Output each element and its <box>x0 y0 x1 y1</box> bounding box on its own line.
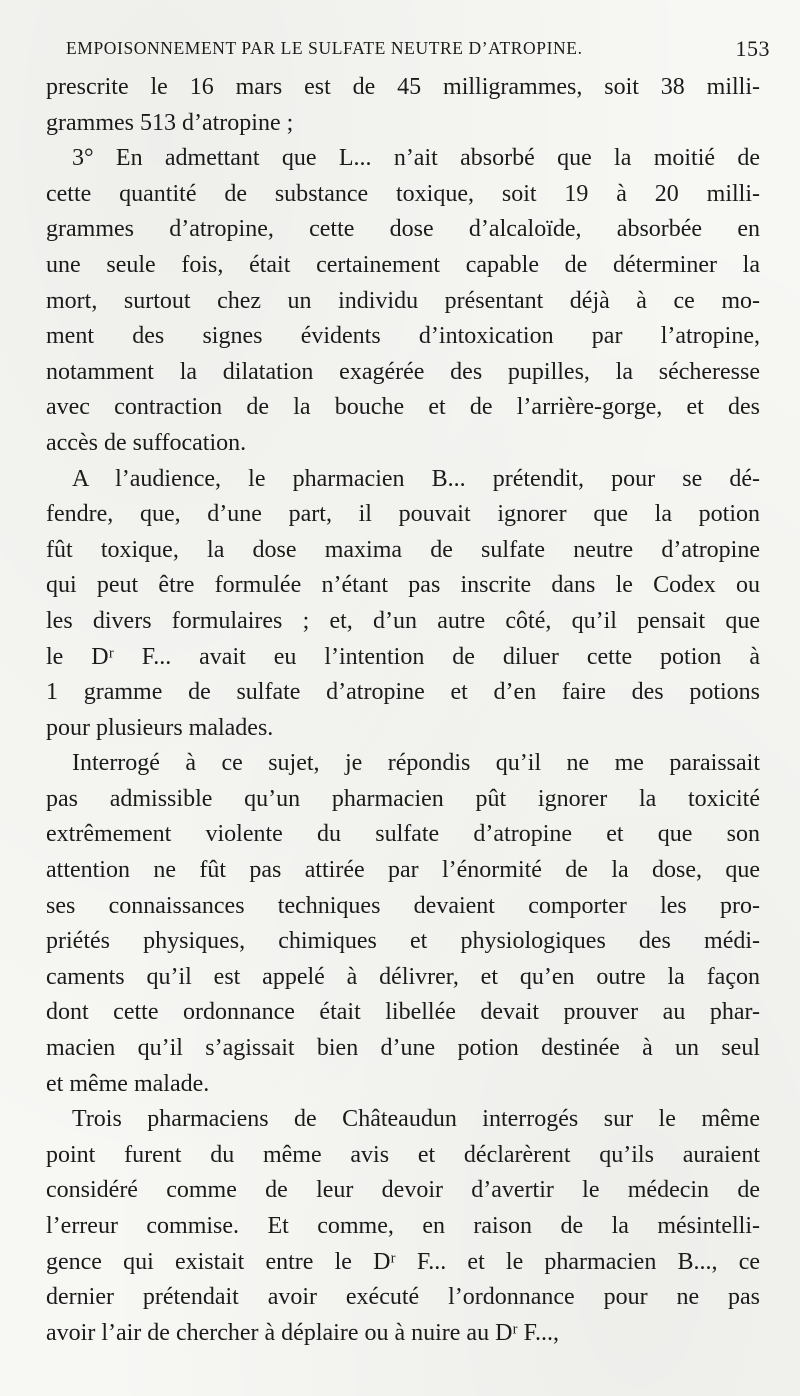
text-line: ment des signes évidents d’intoxication par l’atropine, <box>46 323 760 350</box>
text-line: Trois pharmaciens de Châteaudun interrogés sur le même <box>72 1106 760 1133</box>
text-line: avec contraction de la bouche et de l’arrière-gorge, et des <box>46 394 760 421</box>
text-line: caments qu’il est appelé à délivrer, et qu’en outre la façon <box>46 963 760 990</box>
text-line: le Dʳ F... avait eu l’intention de diluer cette potion à <box>46 643 760 670</box>
text-line: mort, surtout chez un individu présentant déjà à ce mo- <box>46 287 760 314</box>
page-number: 153 <box>735 36 770 61</box>
paragraph-p2 <box>46 141 760 461</box>
text-line: attention ne fût pas attirée par l’énormité de la dose, que <box>46 857 760 884</box>
paragraph-p3 <box>46 462 760 747</box>
paragraph-p1 <box>46 70 760 141</box>
text-line: 3° En admettant que L... n’ait absorbé que la moitié de <box>72 145 760 172</box>
text-line: priétés physiques, chimiques et physiologiques des médi- <box>46 928 760 955</box>
text-line: qui peut être formulée n’étant pas inscrite dans le Codex ou <box>46 572 760 599</box>
text-line: notamment la dilatation exagérée des pupilles, la sécheresse <box>46 358 760 385</box>
text-line: Interrogé à ce sujet, je répondis qu’il ne me paraissait <box>72 750 760 777</box>
text-line: considéré comme de leur devoir d’avertir le médecin de <box>46 1177 760 1204</box>
text-line: A l’audience, le pharmacien B... prétendit, pour se dé- <box>72 465 760 492</box>
text-line: l’erreur commise. Et comme, en raison de la mésintelli- <box>46 1213 760 1239</box>
text-line: ses connaissances techniques devaient comporter les pro- <box>46 892 760 919</box>
text-line: 1 gramme de sulfate d’atropine et d’en faire des potions <box>46 679 760 706</box>
text-line: gence qui existait entre le Dʳ F... et le pharmacien B..., ce <box>46 1248 760 1275</box>
text-line: les divers formulaires ; et, d’un autre côté, qu’il pensait que <box>46 607 760 634</box>
text-line: dernier prétendait avoir exécuté l’ordonnance pour ne pas <box>46 1284 760 1311</box>
text-line: point furent du même avis et déclarèrent qu’ils auraient <box>46 1141 760 1168</box>
running-title: EMPOISONNEMENT PAR LE SULFATE NEUTRE D’ATROPINE. <box>66 38 583 58</box>
body-text <box>46 70 760 1351</box>
text-line: avoir l’air de chercher à déplaire ou à nuire au Dʳ F..., <box>46 1319 560 1346</box>
text-line: extrêmement violente du sulfate d’atropine et que son <box>46 821 760 848</box>
text-line: cette quantité de substance toxique, soit 19 à 20 milli- <box>46 180 760 207</box>
text-line: dont cette ordonnance était libellée devait prouver au phar- <box>46 999 760 1026</box>
text-line: une seule fois, était certainement capable de déterminer la <box>46 251 760 278</box>
running-header <box>66 36 770 64</box>
text-line: et même malade. <box>46 1070 210 1097</box>
text-line: pour plusieurs malades. <box>46 714 274 741</box>
text-line: prescrite le 16 mars est de 45 milligrammes, soit 38 milli- <box>46 74 760 100</box>
text-line: accès de suffocation. <box>46 429 247 456</box>
text-line: fendre, que, d’une part, il pouvait ignorer que la potion <box>46 501 760 528</box>
text-line: fût toxique, la dose maxima de sulfate neutre d’atropine <box>46 536 760 563</box>
text-line: grammes 513 d’atropine ; <box>46 109 294 136</box>
text-line: pas admissible qu’un pharmacien pût ignorer la toxicité <box>46 785 760 812</box>
text-line: macien qu’il s’agissait bien d’une potion destinée à un seul <box>46 1035 760 1062</box>
paragraph-p5 <box>46 1102 760 1351</box>
paragraph-p4 <box>46 746 760 1102</box>
text-line: grammes d’atropine, cette dose d’alcaloïde, absorbée en <box>46 216 760 243</box>
